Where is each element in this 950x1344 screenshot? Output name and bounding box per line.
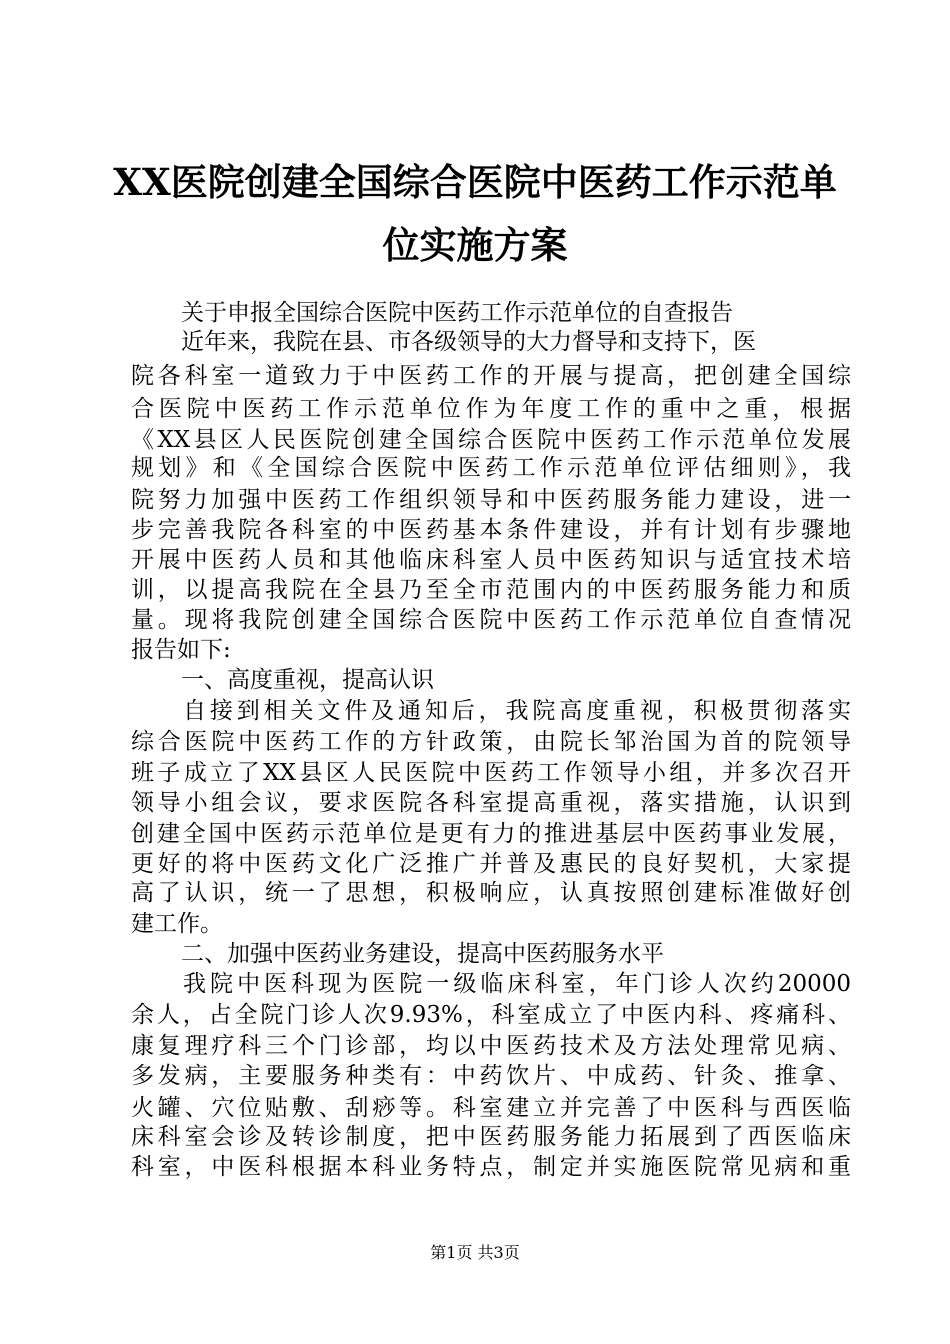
paragraph-line: 创建全国中医药示范单位是更有力的推进基层中医药事业发展，: [131, 821, 851, 847]
paragraph-line: 量。现将我院创建全国综合医院中医药工作示范单位自查情况: [131, 607, 851, 633]
paragraph-line: 训，以提高我院在全县乃至全市范围内的中医药服务能力和质: [131, 577, 851, 603]
paragraph-line: 步完善我院各科室的中医药基本条件建设，并有计划有步骤地: [131, 517, 851, 543]
paragraph-line: 规划》和《全国综合医院中医药工作示范单位评估细则》，我: [131, 455, 851, 481]
section-heading-2: 二、加强中医药业务建设，提高中医药服务水平: [181, 941, 664, 967]
paragraph-line: 领导小组会议，要求医院各科室提高重视，落实措施，认识到: [131, 790, 851, 816]
section-heading-1: 一、高度重视，提高认识: [181, 667, 434, 693]
paragraph-line: 多发病，主要服务种类有：中药饮片、中成药、针灸、推拿、: [131, 1063, 851, 1089]
document-title-line-2: 位实施方案: [382, 223, 568, 267]
report-subtitle: 关于申报全国综合医院中医药工作示范单位的自查报告: [181, 300, 733, 326]
paragraph-line: 康复理疗科三个门诊部，均以中医药技术及方法处理常见病、: [131, 1033, 851, 1059]
paragraph-line: 合医院中医药工作示范单位作为年度工作的重中之重，根据: [131, 396, 851, 422]
paragraph-line: 班子成立了XX县区人民医院中医药工作领导小组，并多次召开: [131, 760, 851, 786]
paragraph-line: 自接到相关文件及通知后，我院高度重视，积极贯彻落实: [183, 698, 851, 724]
paragraph-line: 近年来，我院在县、市各级领导的大力督导和支持下，医: [181, 329, 756, 355]
paragraph-line: 我院中医科现为医院一级临床科室，年门诊人次约20000: [183, 971, 851, 997]
paragraph-line: 综合医院中医药工作的方针政策，由院长邹治国为首的院领导: [131, 729, 851, 755]
paragraph-line: 火罐、穴位贴敷、刮痧等。科室建立并完善了中医科与西医临: [131, 1095, 851, 1121]
paragraph-line: 高了认识，统一了思想，积极响应，认真按照创建标准做好创: [131, 880, 851, 906]
paragraph-line: 《XX县区人民医院创建全国综合医院中医药工作示范单位发展: [131, 427, 851, 453]
paragraph-line: 开展中医药人员和其他临床科室人员中医药知识与适宜技术培: [131, 547, 851, 573]
paragraph-line: 报告如下:: [131, 637, 231, 663]
document-title-line-1: XX医院创建全国综合医院中医药工作示范单: [113, 160, 837, 204]
paragraph-line: 建工作。: [131, 911, 223, 937]
paragraph-line: 床科室会诊及转诊制度，把中医药服务能力拓展到了西医临床: [131, 1124, 851, 1150]
paragraph-line: 院努力加强中医药工作组织领导和中医药服务能力建设，进一: [131, 487, 851, 513]
paragraph-line: 科室，中医科根据本科业务特点，制定并实施医院常见病和重: [131, 1154, 851, 1180]
page-number-footer: 第1页 共3页: [430, 1243, 520, 1262]
paragraph-line: 更好的将中医药文化广泛推广并普及惠民的良好契机，大家提: [131, 851, 851, 877]
paragraph-line: 余人，占全院门诊人次9.93%，科室成立了中医内科、疼痛科、: [131, 1002, 851, 1028]
paragraph-line: 院各科室一道致力于中医药工作的开展与提高，把创建全国综: [131, 363, 851, 389]
